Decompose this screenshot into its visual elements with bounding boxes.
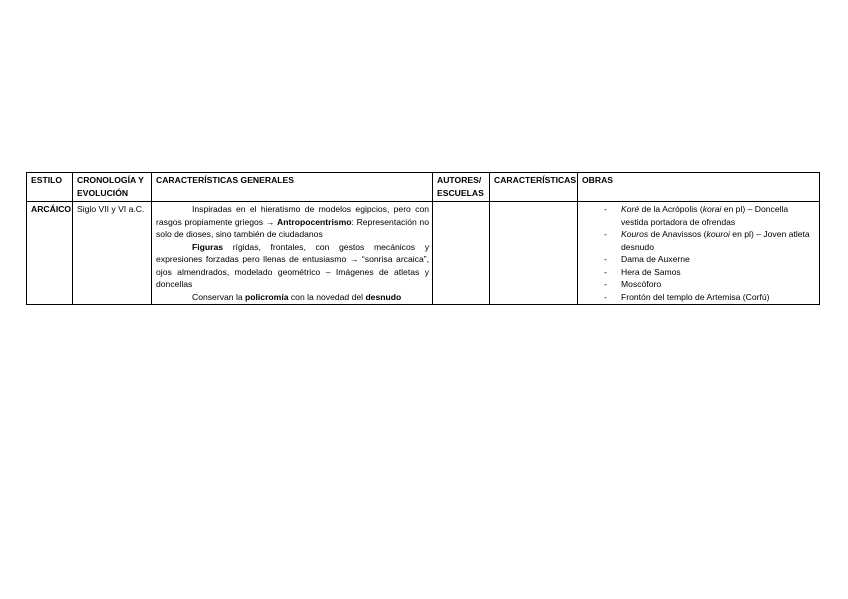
general-paragraph-1 (156, 203, 429, 241)
header-cronologia: CRONOLOGÍA Y EVOLUCIÓN (73, 173, 152, 202)
list-item (586, 203, 814, 228)
estilo-value: ARCÁICO (31, 204, 72, 214)
list-item (586, 291, 814, 304)
obra4-text: Hera de Samos (621, 266, 681, 277)
obras-list (582, 203, 816, 303)
p3-bold-d: desnudo (365, 291, 402, 302)
bullet-dash: - (604, 254, 607, 264)
obra2-italic-c: kouroi (706, 229, 730, 239)
obra2-text-d: en pl) – Joven atleta desnudo (621, 229, 810, 252)
list-item (586, 253, 814, 266)
obra1-text-d: en pl) – Doncella vestida portadora de ofrendas (621, 204, 789, 227)
bullet-dash: - (604, 266, 607, 277)
bullet-dash: - (604, 204, 607, 214)
cell-obras (578, 202, 820, 305)
cell-estilo (27, 202, 73, 305)
cell-caracteristicas-generales (152, 202, 433, 305)
obra3-text: Dama de Auxerne (621, 254, 690, 264)
header-caracteristicas: CARACTERÍSTICAS (490, 173, 578, 202)
list-item (586, 228, 814, 253)
general-paragraph-3 (156, 291, 429, 304)
list-item (586, 278, 814, 291)
obra1-italic-c: korai (702, 204, 722, 214)
p1-text-a: Inspiradas en el hieratismo de modelos egipcios, pero con rasgos propiamente griegos → (156, 204, 429, 227)
p2-text: rígidas, frontales, con gestos mecánicos y expresiones forzadas pero llenas de entusiasmo → “sonrisa arcaica”, ojos almendrados, modelado geométrico – Imágenes de atletas y doncellas (156, 241, 429, 289)
bullet-dash: - (604, 291, 607, 302)
obra1-text-b: de la Acrópolis ( (639, 204, 703, 214)
cell-autores (433, 202, 490, 305)
bullet-dash: - (604, 279, 607, 289)
cell-cronologia: Siglo VII y VI a.C. (73, 202, 152, 305)
header-autores: AUTORES/ ESCUELAS (433, 173, 490, 202)
obra2-italic-a: Kouros (621, 229, 649, 239)
header-estilo: ESTILO (27, 173, 73, 202)
p1-bold: Antropocentrismo (277, 216, 352, 227)
bullet-dash: - (604, 229, 607, 239)
obra2-text-b: de Anavissos ( (648, 229, 707, 239)
p1-text-c: : Representación no solo de dioses, sino también de ciudadanos (156, 216, 429, 239)
header-caracteristicas-generales: CARACTERÍSTICAS GENERALES (152, 173, 433, 202)
art-table (26, 172, 820, 305)
obra1-italic-a: Koré (621, 204, 640, 214)
obra5-text: Moscóforo (621, 279, 662, 289)
p3-text-c: con la novedad del (288, 291, 366, 302)
general-paragraph-2 (156, 241, 429, 291)
p3-bold-b: policromía (245, 291, 289, 302)
obra6-text: Frontón del templo de Artemisa (Corfú) (621, 291, 770, 302)
p2-bold: Figuras (192, 241, 224, 252)
list-item (586, 266, 814, 279)
header-row (27, 173, 820, 202)
cell-caracteristicas (490, 202, 578, 305)
header-obras: OBRAS (578, 173, 820, 202)
table-row (27, 202, 820, 305)
p3-text-a: Conservan la (192, 291, 246, 302)
